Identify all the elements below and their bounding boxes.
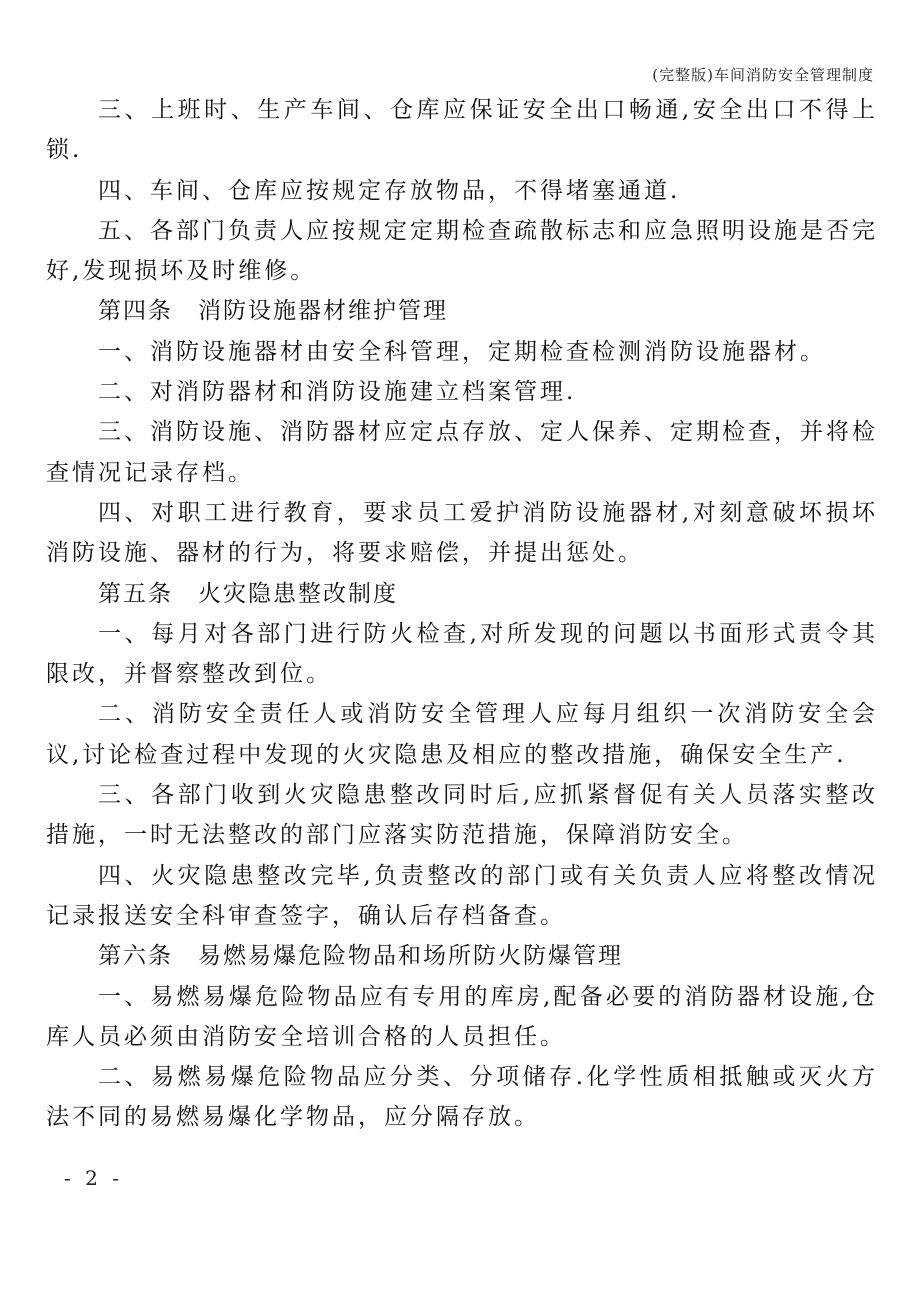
page-number: - 2 - <box>64 1166 123 1190</box>
paragraph-storage-rules: 四、车间、仓库应按规定存放物品，不得堵塞通道. <box>98 177 681 204</box>
paragraph-monthly-inspection: 一、每月对各部门进行防火检查,对所发现的问题以书面形式责令其限改，并督察整改到位。 <box>46 620 878 688</box>
paragraph-equipment-archive: 二、对消防器材和消防设施建立档案管理. <box>98 379 577 406</box>
section-heading-article-4: 第四条 消防设施器材维护管理 <box>98 298 448 325</box>
paragraph-exit-unlocked: 三、上班时、生产车间、仓库应保证安全出口畅通,安全出口不得上锁. <box>46 97 878 164</box>
document-body <box>46 90 878 1138</box>
paragraph-rectification-followup: 三、各部门收到火灾隐患整改同时后,应抓紧督促有关人员落实整改措施，一时无法整改的部门应落实防范措施，保障消防安全。 <box>46 782 878 849</box>
section-heading-article-5: 第五条 火灾隐患整改制度 <box>98 580 398 607</box>
paragraph-rectification-record: 四、火灾隐患整改完毕,负责整改的部门或有关负责人应将整改情况记录报送安全科审查签字，确认后存档备查。 <box>46 862 878 929</box>
document-header-title: (完整版)车间消防安全管理制度 <box>652 66 874 84</box>
paragraph-emergency-lighting: 五、各部门负责人应按规定定期检查疏散标志和应急照明设施是否完好,发现损坏及时维修。 <box>46 217 878 285</box>
paragraph-equipment-storage: 三、消防设施、消防器材应定点存放、定人保养、定期检查，并将检查情况记录存档。 <box>46 419 878 486</box>
paragraph-safety-meeting: 二、消防安全责任人或消防安全管理人应每月组织一次消防安全会议,讨论检查过程中发现的火灾隐患及相应的整改措施，确保安全生产. <box>46 701 878 768</box>
section-heading-article-6: 第六条 易燃易爆危险物品和场所防火防爆管理 <box>98 943 623 970</box>
paragraph-classified-storage: 二、易燃易爆危险物品应分类、分项储存.化学性质相抵触或灭火方法不同的易燃易爆化学物品，应分隔存放。 <box>46 1064 878 1131</box>
paragraph-equipment-management: 一、消防设施器材由安全科管理，定期检查检测消防设施器材。 <box>98 338 826 365</box>
paragraph-dedicated-warehouse: 一、易燃易爆危险物品应有专用的库房,配备必要的消防器材设施,仓库人员必须由消防安全培训合格的人员担任。 <box>46 983 878 1050</box>
paragraph-staff-education: 四、对职工进行教育，要求员工爱护消防设施器材,对刻意破坏损坏消防设施、器材的行为，将要求赔偿，并提出惩处。 <box>46 499 878 567</box>
